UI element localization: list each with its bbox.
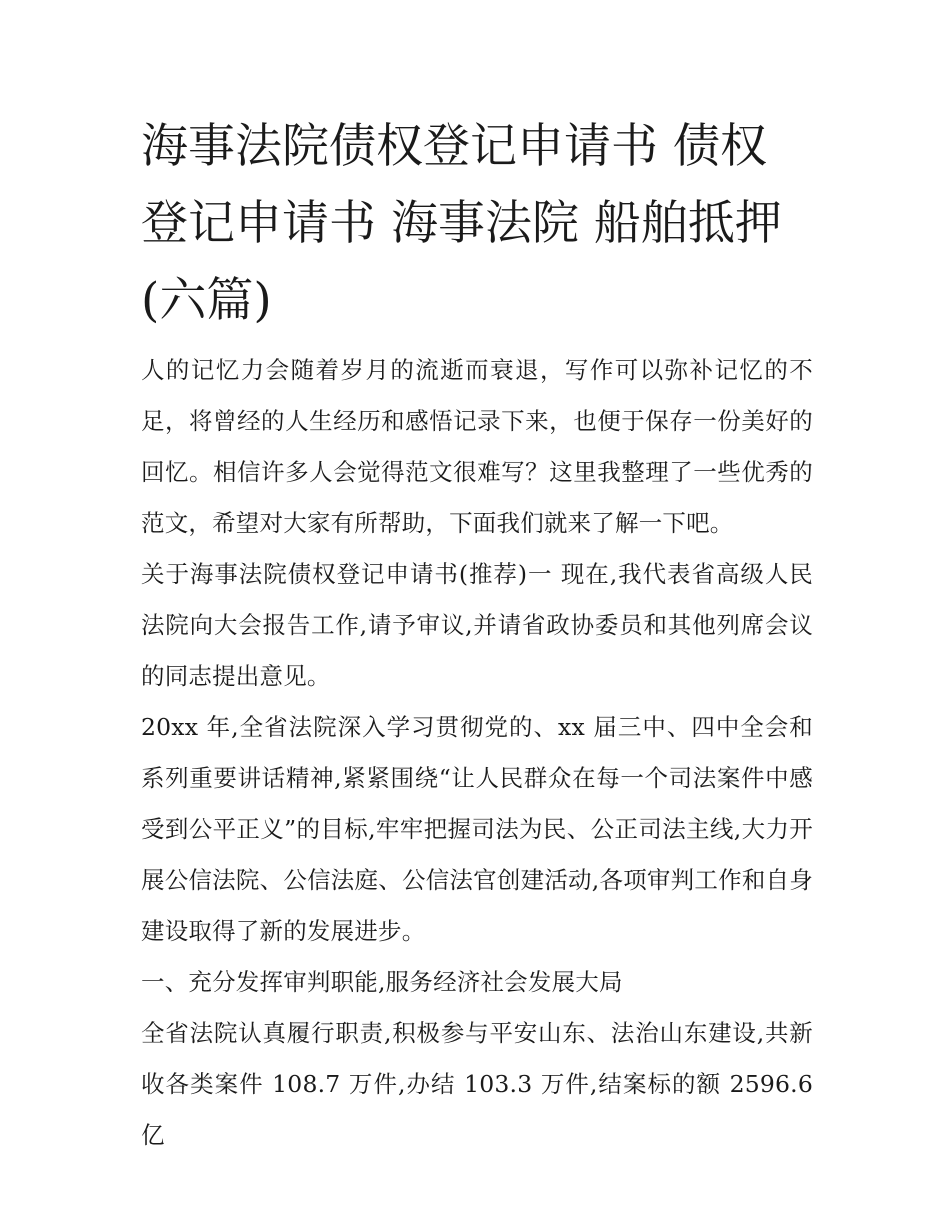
- document-title: 海事法院债权登记申请书 债权登记申请书 海事法院 船舶抵押(六篇): [141, 119, 782, 328]
- paragraph-statistics: 全省法院认真履行职责,积极参与平安山东、法治山东建设,共新收各类案件 108.7 万件,办结 103.3 万件,结案标的额 2596.6 亿: [141, 1019, 813, 1149]
- section-heading: 一、充分发挥审判职能,服务经济社会发展大局: [141, 968, 623, 996]
- document-page: [141, 108, 813, 1161]
- paragraph-intro: 人的记忆力会随着岁月的流逝而衰退，写作可以弥补记忆的不足，将曾经的人生经历和感悟记录下来，也便于保存一份美好的回忆。相信许多人会觉得范文很难写？这里我整理了一些优秀的范文，希望对大家有所帮助，下面我们就来了解一下吧。: [141, 356, 813, 537]
- paragraph-opening: 关于海事法院债权登记申请书(推荐)一 现在,我代表省高级人民法院向大会报告工作,请予审议,并请省政协委员和其他列席会议的同志提出意见。: [141, 560, 813, 690]
- paragraph-summary: 20xx 年,全省法院深入学习贯彻党的、xx 届三中、四中全会和系列重要讲话精神,紧紧围绕“让人民群众在每一个司法案件中感受到公平正义”的目标,牢牢把握司法为民、公正司法主线,大力开展公信法院、公信法庭、公信法官创建活动,各项审判工作和自身建设取得了新的发展进步。: [141, 713, 813, 945]
